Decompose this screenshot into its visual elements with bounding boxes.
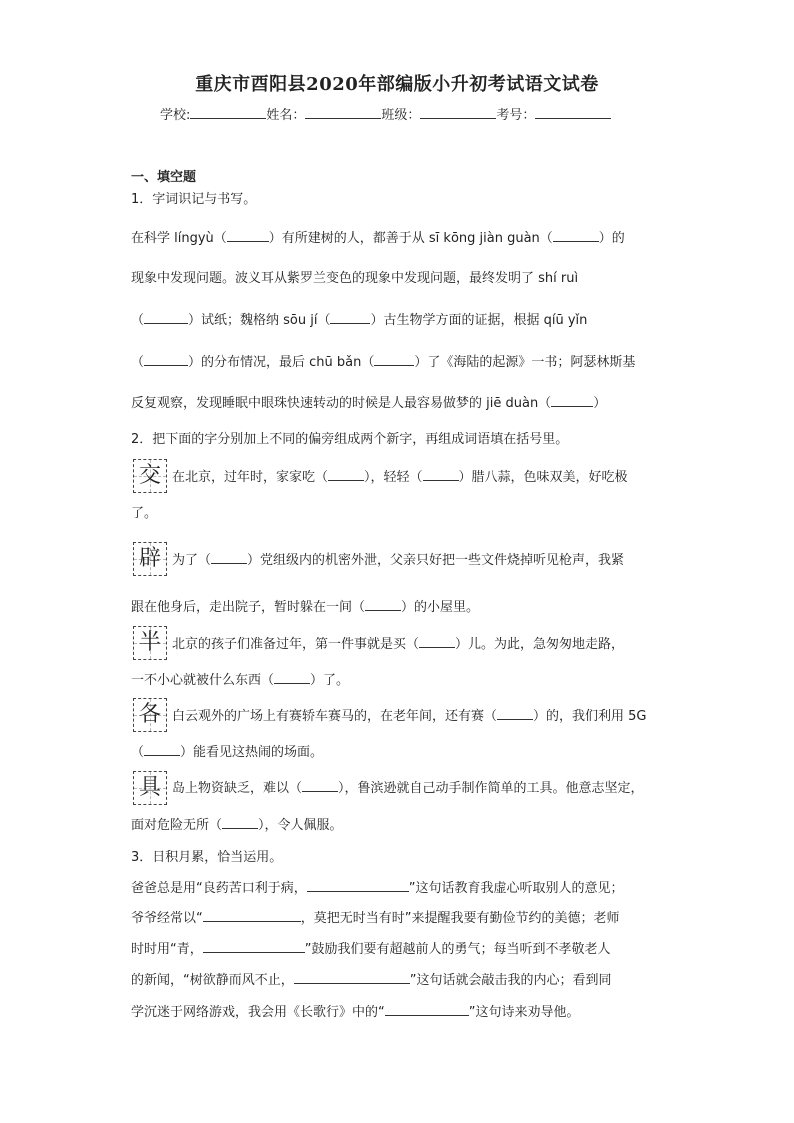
answer-blank[interactable] [551, 393, 593, 407]
character-box: 各 [133, 698, 167, 732]
q1-line-5: 反复观察，发现睡眠中眼珠快速转动的时候是人最容易做梦的 jiē duàn（ ） [131, 393, 606, 414]
q2-item-5-line-1: 岛上物资缺乏，难以（ ），鲁滨逊就自己动手制作简单的工具。他意志坚定， [172, 778, 644, 799]
answer-blank[interactable] [497, 706, 533, 720]
answer-blank[interactable] [294, 970, 410, 984]
q1-line-3: （ ）试纸；魏格纳 sōu jí（ ）古生物学方面的证据，根据 qíū yǐn [131, 310, 587, 331]
answer-blank[interactable] [222, 815, 258, 829]
character-box: 辟 [133, 542, 167, 576]
answer-blank[interactable] [227, 228, 269, 242]
answer-blank[interactable] [203, 908, 301, 922]
answer-blank[interactable] [274, 670, 310, 684]
q2-item-1-line-1: 在北京，过年时，家家吃（ ），轻轻（ ）腊八蒜，色味双美，好吃极 [172, 467, 628, 488]
q3-line-2: 爷爷经常以“ ，莫把无时当有时”来提醒我要有勤俭节约的美德；老师 [131, 908, 620, 929]
q2-item-1-line-2: 了。 [131, 506, 158, 521]
answer-blank[interactable] [553, 228, 599, 242]
answer-blank[interactable] [307, 878, 409, 892]
answer-blank[interactable] [144, 352, 188, 366]
answer-blank[interactable] [144, 742, 180, 756]
answer-blank[interactable] [211, 550, 247, 564]
answer-blank[interactable] [302, 778, 338, 792]
q3-heading: 3．日积月累，恰当运用。 [131, 850, 283, 865]
answer-blank[interactable] [330, 310, 370, 324]
q2-item-2-line-1: 为了（ ）党组级内的机密外泄，父亲只好把一些文件烧掉听见枪声，我紧 [172, 550, 624, 571]
q2-item-3-line-1: 北京的孩子们准备过年，第一件事就是买（ ）儿。为此，急匆匆地走路， [172, 634, 624, 655]
q1-heading: 1．字词识记与书写。 [131, 192, 257, 207]
name-blank[interactable] [305, 106, 381, 119]
q3-line-5: 学沉迷于网络游戏，我会用《长歌行》中的“ ”这句诗来劝导他。 [131, 1002, 580, 1023]
school-label: 学校: [160, 108, 191, 123]
q2-item-3-line-2: 一不小心就被什么东西（ ）了。 [131, 670, 349, 691]
class-label: 班级： [381, 108, 421, 123]
section-heading: 一、填空题 [131, 170, 197, 185]
q2-item-5-line-2: 面对危险无所（ ），令人佩服。 [131, 815, 343, 836]
class-blank[interactable] [420, 106, 496, 119]
exam-no-label: 考号： [496, 108, 536, 123]
answer-blank[interactable] [374, 352, 414, 366]
answer-blank[interactable] [144, 310, 188, 324]
q1-line-1: 在科学 língyù（ ）有所建树的人，都善于从 sī kōng jiàn guàn（ ）的 [131, 228, 625, 249]
q3-line-4: 的新闻，“树欲静而风不止， ”这句话就会敲击我的内心；看到同 [131, 970, 612, 991]
q2-item-4-line-2: （ ）能看见这热闹的场面。 [131, 742, 323, 763]
school-blank[interactable] [190, 106, 266, 119]
page-title: 重庆市酉阳县2020年部编版小升初考试语文试卷 [195, 74, 599, 95]
q2-heading: 2．把下面的字分别加上不同的偏旁组成两个新字，再组成词语填在括号里。 [131, 432, 569, 447]
answer-blank[interactable] [423, 467, 459, 481]
answer-blank[interactable] [328, 467, 364, 481]
student-info-row [160, 104, 611, 123]
q3-line-1: 爸爸总是用“良药苦口利于病， ”这句话教育我虚心听取别人的意见； [131, 878, 624, 899]
q2-item-2-line-2: 跟在他身后，走出院子，暂时躲在一间（ ）的小屋里。 [131, 597, 479, 618]
character-box: 交 [133, 459, 167, 493]
answer-blank[interactable] [385, 1002, 469, 1016]
q1-line-4: （ ）的分布情况，最后 chū bǎn（ ）了《海陆的起源》一书；阿瑟林斯基 [131, 352, 635, 373]
answer-blank[interactable] [419, 634, 455, 648]
character-box: 半 [133, 626, 167, 660]
answer-blank[interactable] [203, 939, 305, 953]
q1-line-2: 现象中发现问题。波义耳从紫罗兰变色的现象中发现问题，最终发明了 shí ruì [131, 271, 579, 286]
q3-line-3: 时时用“青， ”鼓励我们要有超越前人的勇气；每当听到不孝敬老人 [131, 939, 611, 960]
q2-item-4-line-1: 白云观外的广场上有赛轿车赛马的，在老年间，还有赛（ ）的，我们利用 5G [172, 706, 647, 727]
answer-blank[interactable] [365, 597, 401, 611]
character-box: 具 [133, 771, 167, 805]
exam-no-blank[interactable] [535, 106, 611, 119]
name-label: 姓名： [266, 108, 306, 123]
